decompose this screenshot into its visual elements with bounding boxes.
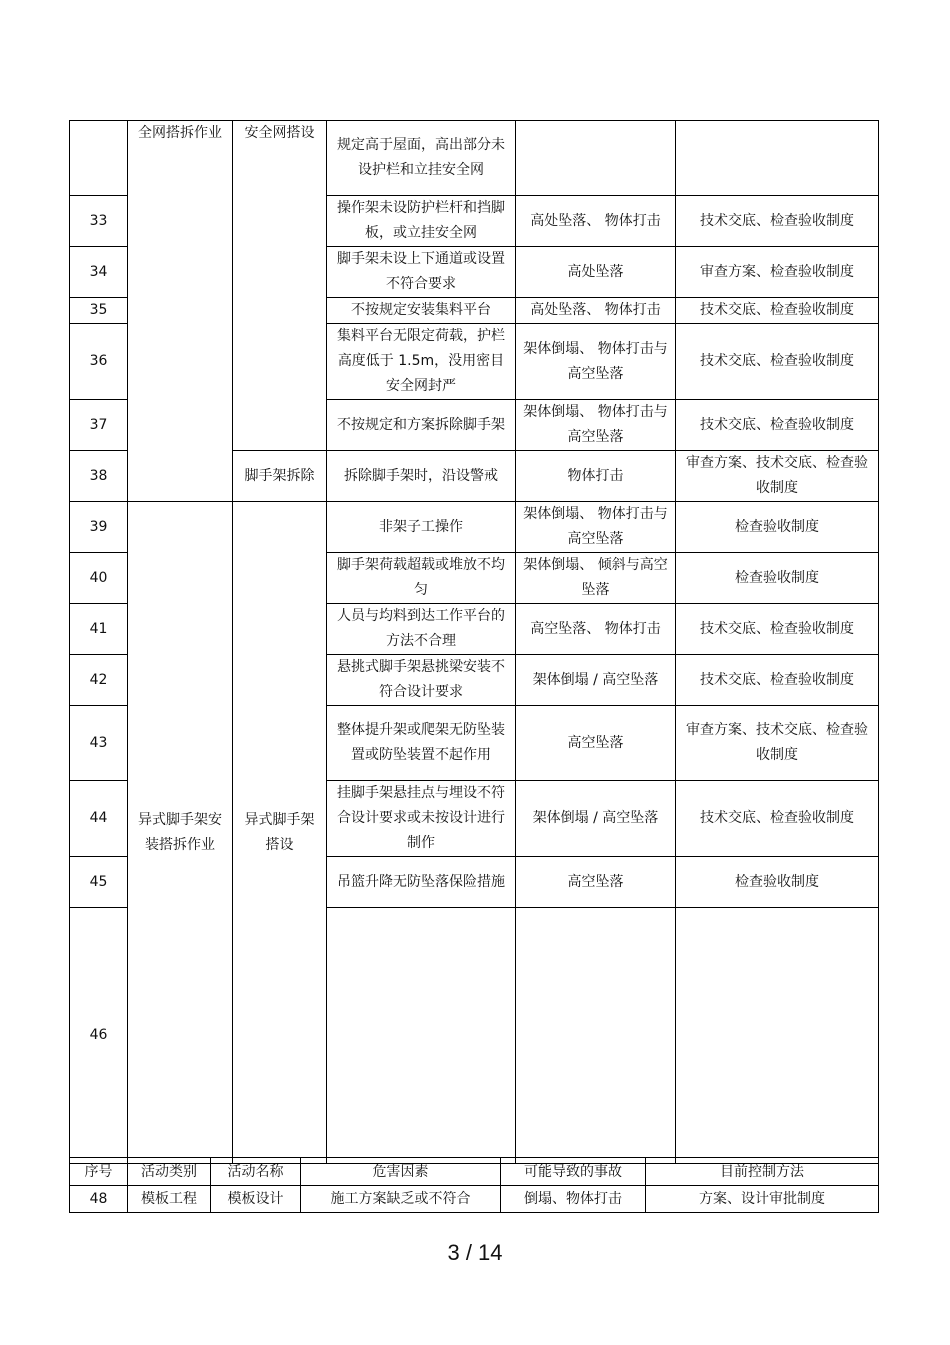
activity-category: 模板工程 (128, 1186, 211, 1213)
activity-category: 全网搭拆作业 (128, 121, 233, 502)
possible-accident: 倒塌、物体打击 (501, 1186, 646, 1213)
table-row (70, 121, 879, 196)
header-control: 目前控制方法 (646, 1158, 879, 1186)
possible-accident: 架体倒塌、 物体打击与高空坠落 (516, 324, 676, 400)
row-number: 34 (70, 247, 128, 298)
control-method: 检查验收制度 (676, 502, 879, 553)
control-method: 检查验收制度 (676, 857, 879, 908)
row-number: 35 (70, 298, 128, 324)
row-number (70, 121, 128, 196)
hazard-factor: 操作架未设防护栏杆和挡脚板，或立挂安全网 (327, 196, 516, 247)
header-row (70, 1158, 879, 1186)
row-number: 46 (70, 908, 128, 1164)
row-number: 38 (70, 451, 128, 502)
hazard-factor: 施工方案缺乏或不符合 (301, 1186, 501, 1213)
possible-accident: 高处坠落、 物体打击 (516, 298, 676, 324)
header-category: 活动类别 (128, 1158, 211, 1186)
possible-accident (516, 121, 676, 196)
header-hazard: 危害因素 (301, 1158, 501, 1186)
row-number: 40 (70, 553, 128, 604)
next-section-table (69, 1157, 879, 1213)
row-number: 41 (70, 604, 128, 655)
hazard-factor: 挂脚手架悬挂点与埋设不符合设计要求或未按设计进行制作 (327, 781, 516, 857)
header-activity: 活动名称 (211, 1158, 301, 1186)
control-method (676, 121, 879, 196)
control-method: 技术交底、检查验收制度 (676, 298, 879, 324)
possible-accident: 架体倒塌、 物体打击与高空坠落 (516, 502, 676, 553)
possible-accident: 高空坠落 (516, 857, 676, 908)
hazard-factor: 集料平台无限定荷载，护栏高度低于 1.5m，没用密目安全网封严 (327, 324, 516, 400)
control-method: 审查方案、技术交底、检查验收制度 (676, 706, 879, 781)
possible-accident (516, 908, 676, 1164)
hazard-factor: 吊篮升降无防坠落保险措施 (327, 857, 516, 908)
hazard-factor: 脚手架荷载超载或堆放不均匀 (327, 553, 516, 604)
row-number: 45 (70, 857, 128, 908)
control-method (676, 908, 879, 1164)
hazard-factor: 不按规定安装集料平台 (327, 298, 516, 324)
hazard-factor: 脚手架未设上下通道或设置不符合要求 (327, 247, 516, 298)
control-method: 审查方案、技术交底、检查验收制度 (676, 451, 879, 502)
row-number: 39 (70, 502, 128, 553)
activity-category: 异式脚手架安装搭拆作业 (128, 502, 233, 1164)
control-method: 方案、设计审批制度 (646, 1186, 879, 1213)
hazard-factor: 非架子工操作 (327, 502, 516, 553)
possible-accident: 架体倒塌 / 高空坠落 (516, 655, 676, 706)
possible-accident: 高处坠落、 物体打击 (516, 196, 676, 247)
control-method: 技术交底、检查验收制度 (676, 781, 879, 857)
hazard-factor: 不按规定和方案拆除脚手架 (327, 400, 516, 451)
hazard-factor: 规定高于屋面，高出部分未设护栏和立挂安全网 (327, 121, 516, 196)
hazard-factor (327, 908, 516, 1164)
possible-accident: 高处坠落 (516, 247, 676, 298)
activity-name: 脚手架拆除 (233, 451, 327, 502)
row-number: 42 (70, 655, 128, 706)
control-method: 检查验收制度 (676, 553, 879, 604)
hazard-factor: 拆除脚手架时，沿设警戒 (327, 451, 516, 502)
possible-accident: 高空坠落、 物体打击 (516, 604, 676, 655)
header-number: 序号 (70, 1158, 128, 1186)
page-number: 3 / 14 (447, 1240, 503, 1265)
possible-accident: 物体打击 (516, 451, 676, 502)
row-number: 37 (70, 400, 128, 451)
activity-name: 安全网搭设 (233, 121, 327, 451)
control-method: 审查方案、检查验收制度 (676, 247, 879, 298)
activity-name: 模板设计 (211, 1186, 301, 1213)
hazard-factor: 整体提升架或爬架无防坠装置或防坠装置不起作用 (327, 706, 516, 781)
control-method: 技术交底、检查验收制度 (676, 604, 879, 655)
control-method: 技术交底、检查验收制度 (676, 196, 879, 247)
possible-accident: 架体倒塌 / 高空坠落 (516, 781, 676, 857)
control-method: 技术交底、检查验收制度 (676, 400, 879, 451)
possible-accident: 架体倒塌、 物体打击与高空坠落 (516, 400, 676, 451)
possible-accident: 架体倒塌、 倾斜与高空坠落 (516, 553, 676, 604)
table-row (70, 1186, 879, 1213)
row-number: 33 (70, 196, 128, 247)
row-number: 44 (70, 781, 128, 857)
row-number: 36 (70, 324, 128, 400)
table-row (70, 502, 879, 553)
possible-accident: 高空坠落 (516, 706, 676, 781)
control-method: 技术交底、检查验收制度 (676, 655, 879, 706)
header-accident: 可能导致的事故 (501, 1158, 646, 1186)
hazard-factor: 悬挑式脚手架悬挑梁安装不符合设计要求 (327, 655, 516, 706)
row-number: 43 (70, 706, 128, 781)
hazard-table (69, 120, 879, 1164)
hazard-factor: 人员与均料到达工作平台的方法不合理 (327, 604, 516, 655)
row-number: 48 (70, 1186, 128, 1213)
control-method: 技术交底、检查验收制度 (676, 324, 879, 400)
activity-name: 异式脚手架搭设 (233, 502, 327, 1164)
